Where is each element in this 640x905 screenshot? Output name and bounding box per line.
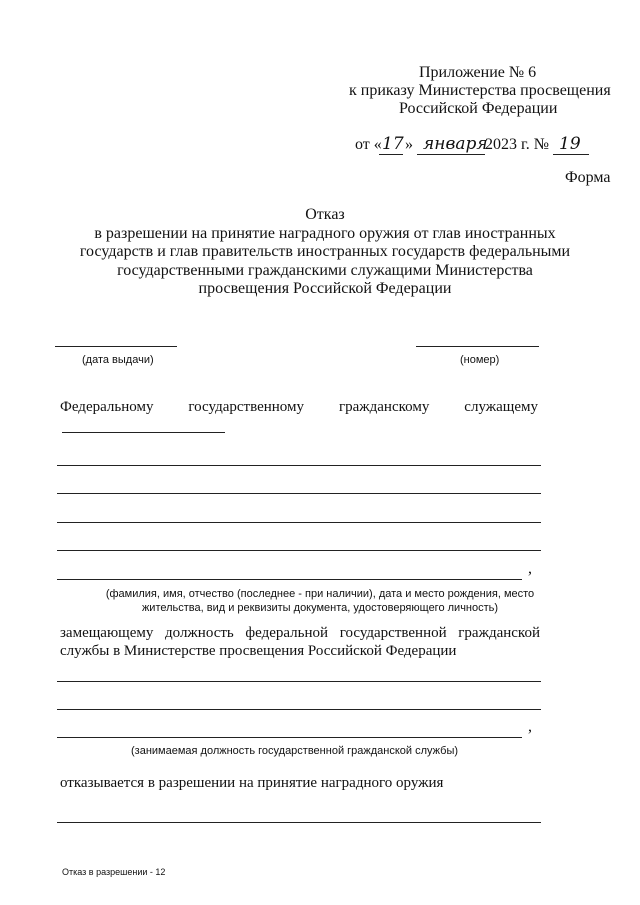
appendix-federation-line: Российской Федерации bbox=[399, 100, 558, 117]
position-word-3: федеральной bbox=[245, 625, 329, 641]
addressee-word-2: государственному bbox=[188, 399, 304, 415]
person-field-line-1[interactable] bbox=[57, 465, 541, 466]
position-caption: (занимаемая должность государственной гражданской службы) bbox=[131, 745, 459, 757]
position-word-5: гражданской bbox=[458, 625, 540, 641]
appendix-order-line: к приказу Министерства просвещения bbox=[349, 82, 611, 99]
position-line-2: службы в Министерстве просвещения Российской Федерации bbox=[60, 643, 457, 659]
day-underline bbox=[379, 154, 403, 155]
addressee-line bbox=[60, 399, 538, 416]
issue-number-label: (номер) bbox=[460, 354, 500, 366]
person-caption-line-1: (фамилия, имя, отчество (последнее - при наличии), дата и место рождения, место bbox=[105, 588, 535, 600]
person-comma: , bbox=[528, 560, 532, 577]
date-year: 2023 г. № bbox=[485, 136, 550, 153]
person-field-line-3[interactable] bbox=[57, 522, 541, 523]
position-comma: , bbox=[528, 718, 532, 735]
addressee-word-1: Федеральному bbox=[60, 399, 154, 415]
person-field-line-4[interactable] bbox=[57, 550, 541, 551]
title-line-4: государственными гражданскими служащими Министерства bbox=[117, 261, 533, 279]
title-line-2: в разрешении на принятие наградного оружия от глав иностранных bbox=[94, 224, 556, 242]
date-prefix: от « bbox=[355, 136, 382, 153]
issue-date-field[interactable] bbox=[55, 346, 177, 347]
date-month: января bbox=[423, 134, 488, 154]
date-day: 17 bbox=[382, 134, 404, 154]
decision-field-line[interactable] bbox=[57, 822, 541, 823]
position-field-line-1[interactable] bbox=[57, 681, 541, 682]
form-label: Форма bbox=[565, 169, 611, 186]
issue-number-field[interactable] bbox=[416, 346, 539, 347]
number-underline bbox=[553, 154, 589, 155]
person-field-short[interactable] bbox=[62, 432, 225, 433]
decision-text: отказывается в разрешении на принятие наградного оружия bbox=[60, 775, 444, 791]
person-field-line-5[interactable] bbox=[57, 579, 522, 580]
month-underline bbox=[417, 154, 485, 155]
issue-date-label: (дата выдачи) bbox=[82, 354, 154, 366]
order-date-line bbox=[355, 134, 595, 158]
person-caption-line-2: жительства, вид и реквизиты документа, удостоверяющего личность) bbox=[141, 602, 499, 614]
position-field-line-3[interactable] bbox=[57, 737, 522, 738]
date-day-suffix: » bbox=[405, 136, 413, 153]
title-line-1: Отказ bbox=[305, 206, 345, 223]
document-title bbox=[40, 206, 610, 299]
title-line-3: государств и глав правительств иностранных государств федеральными bbox=[79, 243, 571, 260]
person-field-line-2[interactable] bbox=[57, 493, 541, 494]
position-field-line-2[interactable] bbox=[57, 709, 541, 710]
addressee-word-4: служащему bbox=[464, 399, 538, 415]
page-footer-note: Отказ в разрешении - 12 bbox=[62, 867, 166, 877]
position-line-1 bbox=[60, 625, 540, 642]
person-caption bbox=[40, 587, 600, 615]
appendix-number: Приложение № 6 bbox=[419, 64, 537, 81]
order-number: 19 bbox=[559, 134, 581, 154]
position-word-2: должность bbox=[165, 625, 234, 641]
title-line-5: просвещения Российской Федерации bbox=[198, 280, 452, 297]
position-word-1: замещающему bbox=[60, 625, 154, 641]
position-word-4: государственной bbox=[339, 625, 447, 641]
addressee-word-3: гражданскому bbox=[338, 399, 430, 415]
